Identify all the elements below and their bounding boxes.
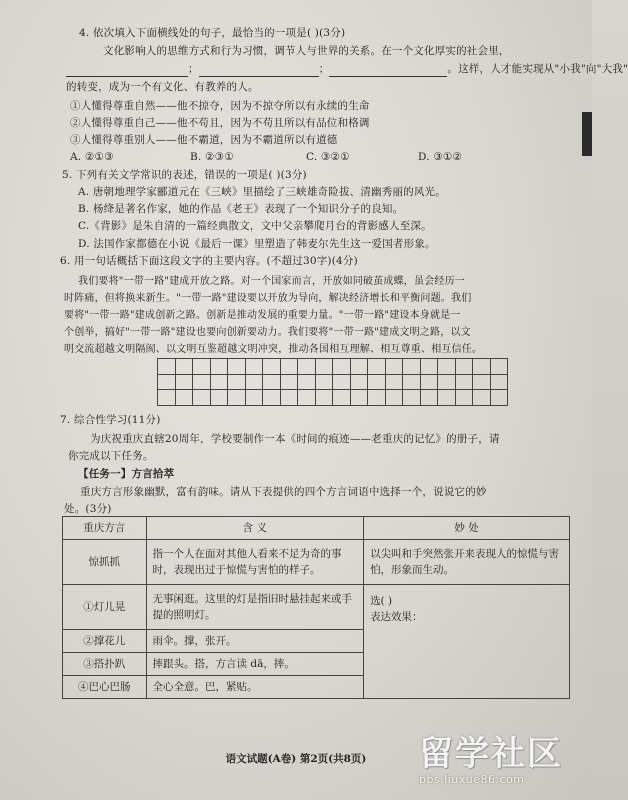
answer-grid-cell[interactable] <box>333 359 351 375</box>
example-term: 惊抓抓 <box>63 540 147 585</box>
q4-option-3: ③人懂得尊重别人——他不霸道，因为不霸道所以有道德 <box>70 134 338 146</box>
answer-grid-cell[interactable] <box>245 374 263 390</box>
q6-passage-line-5: 明交流超越文明隔阂、以文明互鉴超越文明冲突，推动各国相互理解、相互尊重、相互信任。 <box>64 344 483 355</box>
q7-intro-1: 为庆祝重庆直辖20周年，学校要制作一本《时间的痕迹——老重庆的记忆》的册子，请 <box>90 433 500 445</box>
q4-option-1: ①人懂得尊重自然——他不掠夺，因为不掠夺所以有永续的生命 <box>70 100 370 112</box>
q5-option-b: B. 杨绛是著名作家，她的作品《老王》表现了一个知识分子的良知。 <box>78 203 404 215</box>
q6-passage-line-2: 时阵痛，但将换来新生。"一带一路"建设要以开放为导向，解决经济增长和平衡问题。我们 <box>64 293 472 304</box>
row-3-term: ③搭扑趴 <box>63 653 147 676</box>
header-meaning: 含 义 <box>146 517 364 540</box>
row-4-term: ④巴心巴肠 <box>63 676 147 699</box>
answer-grid-cell[interactable] <box>420 390 438 406</box>
answer-choose: 选( ) <box>370 595 393 607</box>
answer-cell[interactable] <box>364 585 570 699</box>
answer-grid-cell[interactable] <box>158 390 176 406</box>
watermark-text: 留学社区 <box>419 734 563 774</box>
q6-stem: 6. 用一句话概括下面这段文字的主要内容。(不超过30字)(4分) <box>60 255 358 267</box>
q6-passage-line-3: 要将"一带一路"建成创新之路。创新是推动发展的重要力量。"一带一路"建设本身就是一 <box>64 310 461 321</box>
answer-grid-cell[interactable] <box>473 374 491 390</box>
answer-grid-cell[interactable] <box>175 359 193 375</box>
q4-option-2: ②人懂得尊重自己——他不苟且，因为不苟且所以有品位和格调 <box>70 117 370 129</box>
answer-grid-cell[interactable] <box>193 374 211 390</box>
q4-blanks-line <box>66 62 628 77</box>
answer-grid-cell[interactable] <box>280 359 298 375</box>
answer-grid-cell[interactable] <box>403 390 421 406</box>
answer-grid-cell[interactable] <box>473 390 491 406</box>
row-1-term: ①灯儿晃 <box>63 585 147 630</box>
example-meaning: 指一个人在面对其他人看来不足为奇的事时，表现出过于惊慌与害怕的样子。 <box>146 540 364 585</box>
answer-grid-cell[interactable] <box>350 390 368 406</box>
answer-grid-cell[interactable] <box>368 390 386 406</box>
answer-grid-cell[interactable] <box>385 374 403 390</box>
task-1-desc-1: 重庆方言形象幽默，富有韵味。请从下表提供的四个方言词语中选择一个，说说它的妙 <box>80 486 487 498</box>
answer-grid-cell[interactable] <box>455 374 473 390</box>
answer-grid-cell[interactable] <box>245 359 263 375</box>
q7-stem: 7. 综合性学习(11分) <box>60 414 161 426</box>
answer-grid-cell[interactable] <box>490 359 508 375</box>
q5-option-d: D. 法国作家都德在小说《最后一课》里塑造了韩麦尔先生这一爱国者形象。 <box>78 238 436 250</box>
q4-sep2: ； <box>318 63 330 75</box>
answer-grid-cell[interactable] <box>175 374 193 390</box>
answer-grid-cell[interactable] <box>210 359 228 375</box>
q4-intro: 文化影响人的思维方式和行为习惯，调节人与世界的关系。在一个文化厚实的社会里， <box>103 45 510 57</box>
answer-grid-cell[interactable] <box>158 374 176 390</box>
answer-grid-cell[interactable] <box>455 359 473 375</box>
answer-grid-cell[interactable] <box>403 374 421 390</box>
answer-grid-cell[interactable] <box>228 359 246 375</box>
q4-tail: 。这样，人才能实现从"小我"向"大我" <box>447 63 628 75</box>
header-merit: 妙 处 <box>364 517 570 540</box>
answer-grid-cell[interactable] <box>158 359 176 375</box>
answer-grid-cell[interactable] <box>228 374 246 390</box>
answer-grid-cell[interactable] <box>420 359 438 375</box>
answer-grid-cell[interactable] <box>368 374 386 390</box>
answer-grid-cell[interactable] <box>438 359 456 375</box>
q6-passage-line-1: 我们要将"一带一路"建成开放之路。对一个国家而言，开放如同破茧成蝶，虽会经历一 <box>78 276 465 287</box>
answer-grid-cell[interactable] <box>473 359 491 375</box>
task-1-heading: 【任务一】方言拾萃 <box>78 468 175 480</box>
answer-grid-cell[interactable] <box>403 359 421 375</box>
q4-choice-a: A. ②①③ <box>70 151 114 163</box>
q6-passage-line-4: 个创举，搞好"一带一路"建设也要向创新要动力。我们要将"一带一路"建成文明之路，以文 <box>64 327 471 338</box>
q4-sep1: ； <box>188 63 199 75</box>
answer-grid-cell[interactable] <box>438 390 456 406</box>
answer-grid-cell[interactable] <box>280 374 298 390</box>
table-header-row <box>63 517 570 540</box>
answer-grid-cell[interactable] <box>193 359 211 375</box>
answer-grid-cell[interactable] <box>385 359 403 375</box>
example-merit: 以尖叫和手突然张开来表现人的惊慌与害怕，形象而生动。 <box>364 540 570 585</box>
answer-grid-cell[interactable] <box>350 359 368 375</box>
task-1-desc-2: 处。(3分) <box>64 503 112 515</box>
row-2-term: ②撑花儿 <box>63 630 147 653</box>
dialect-table <box>62 516 570 699</box>
blank-2[interactable] <box>199 64 319 77</box>
answer-grid-cell[interactable] <box>263 374 281 390</box>
answer-grid-cell[interactable] <box>298 374 316 390</box>
answer-grid-cell[interactable] <box>210 374 228 390</box>
q7-intro-2: 你完成以下任务。 <box>68 450 154 462</box>
q4-choice-c: C. ③②① <box>306 151 350 163</box>
answer-grid[interactable] <box>157 358 508 406</box>
q5-stem: 5. 下列有关文学常识的表述，错误的一项是( )(3分) <box>62 169 307 181</box>
answer-grid-cell[interactable] <box>315 359 333 375</box>
table-row-example <box>63 540 570 585</box>
row-2-meaning: 雨伞。撑，张开。 <box>146 630 364 653</box>
answer-grid-cell[interactable] <box>245 390 263 406</box>
answer-grid-cell[interactable] <box>263 390 281 406</box>
answer-effect: 表达效果： <box>370 611 423 623</box>
table-row <box>63 585 570 630</box>
answer-grid-cell[interactable] <box>175 390 193 406</box>
page-footer: 语文试题(A卷) 第2页(共8页) <box>225 753 367 765</box>
answer-grid-cell[interactable] <box>298 390 316 406</box>
row-1-meaning: 无事闲逛。这里的灯是指旧时悬挂起来或手提的照明灯。 <box>146 585 364 630</box>
answer-grid-cell[interactable] <box>315 390 333 406</box>
answer-grid-cell[interactable] <box>385 390 403 406</box>
watermark-url: bbs.liuxue86.com <box>419 773 525 786</box>
page-edge-shadow <box>582 112 592 156</box>
row-4-meaning: 全心全意。巴，紧贴。 <box>146 676 364 699</box>
answer-grid-cell[interactable] <box>210 390 228 406</box>
row-3-meaning: 摔跟头。搭，方言读 dā，摔。 <box>146 653 364 676</box>
q4-stem: 4. 依次填入下面横线处的句子，最恰当的一项是( )(3分) <box>79 27 346 39</box>
watermark-logo <box>419 726 579 788</box>
q5-option-a: A. 唐朝地理学家郦道元在《三峡》里描绘了三峡雄奇险拔、清幽秀丽的风光。 <box>78 186 446 198</box>
answer-grid-cell[interactable] <box>263 359 281 375</box>
answer-grid-cell[interactable] <box>280 390 298 406</box>
answer-grid-row <box>158 374 508 390</box>
answer-grid-row <box>158 390 508 406</box>
answer-grid-cell[interactable] <box>368 359 386 375</box>
answer-grid-cell[interactable] <box>298 359 316 375</box>
q4-choice-b: B. ②③① <box>190 151 234 163</box>
answer-grid-cell[interactable] <box>193 390 211 406</box>
answer-grid-cell[interactable] <box>490 374 508 390</box>
q4-line3: 的转变，成为一个有文化、有教养的人。 <box>66 81 259 93</box>
answer-grid-cell[interactable] <box>333 374 351 390</box>
answer-grid-cell[interactable] <box>333 390 351 406</box>
answer-grid-cell[interactable] <box>490 390 508 406</box>
answer-grid-cell[interactable] <box>228 390 246 406</box>
answer-grid-cell[interactable] <box>350 374 368 390</box>
q5-option-c: C.《背影》是朱自清的一篇经典散文，文中父亲攀爬月台的背影感人至深。 <box>78 220 432 232</box>
header-dialect: 重庆方言 <box>63 517 147 540</box>
answer-grid-cell[interactable] <box>438 374 456 390</box>
answer-grid-cell[interactable] <box>315 374 333 390</box>
blank-1[interactable] <box>66 64 188 77</box>
q4-choice-d: D. ③①② <box>418 151 463 163</box>
answer-grid-cell[interactable] <box>455 390 473 406</box>
blank-3[interactable] <box>329 64 447 77</box>
answer-grid-cell[interactable] <box>420 374 438 390</box>
answer-grid-row <box>158 359 508 375</box>
